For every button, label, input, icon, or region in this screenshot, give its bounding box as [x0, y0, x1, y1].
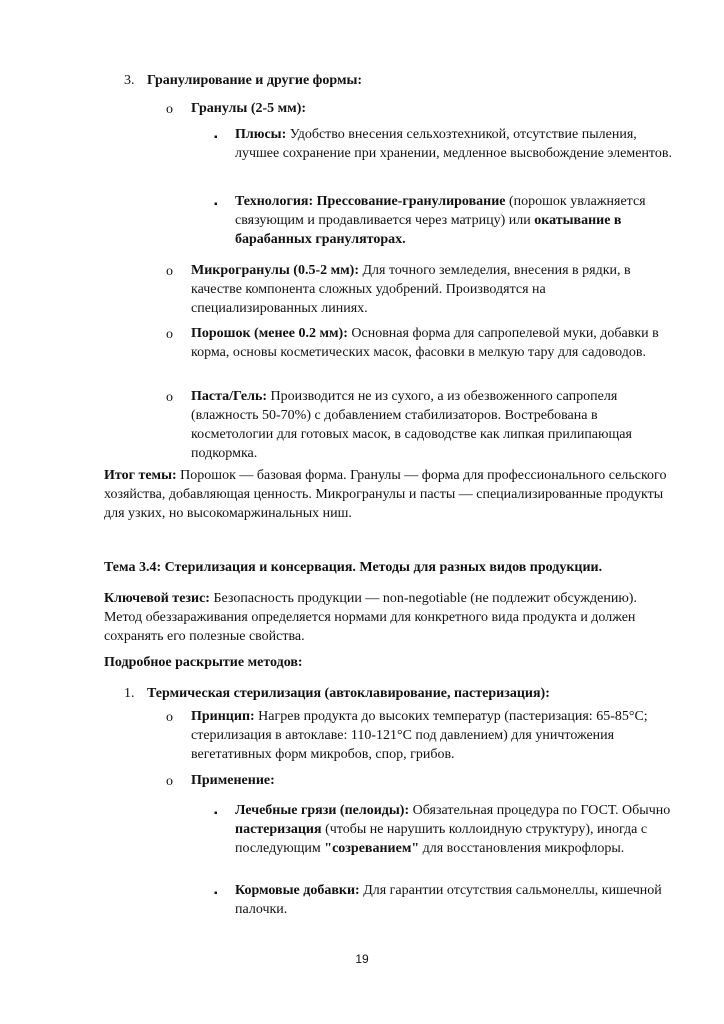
mud-label: Лечебные грязи (пелоиды):: [235, 803, 410, 818]
method-heading: [147, 684, 667, 703]
list-number: 1.: [124, 686, 135, 701]
powder-label: Порошок (менее 0.2 мм):: [191, 326, 348, 341]
page-number: 19: [355, 952, 369, 966]
paste-label: Паста/Гель:: [191, 389, 268, 404]
feed-label: Кормовые добавки:: [235, 883, 360, 898]
circle-bullet-icon: o: [166, 774, 173, 789]
topic-title: Тема 3.4: Стерилизация и консервация. Методы для разных видов продукции.: [104, 560, 603, 575]
square-bullet-icon: ▪: [214, 132, 218, 143]
section-heading: [147, 71, 647, 90]
summary-text: Порошок — базовая форма. Гранулы — форма для профессионального сельского хозяйства, добавляющая ценность. Микрогранулы и пасты — специализированные продукты для узких, но высокомаржинальных ниш.: [104, 468, 667, 521]
microgranules-text: Для точного земледелия, внесения в рядки, в качестве компонента сложных удобрений. Производятся на специализированных линиях.: [191, 263, 631, 316]
mud-bold-term: пастеризация: [235, 822, 322, 837]
circle-bullet-icon: o: [166, 390, 173, 405]
summary-label: Итог темы:: [104, 468, 177, 483]
powder-text: Основная форма для сапропелевой муки, добавки в корма, основы косметических масок, фасовки в мелкую тару для садоводов.: [191, 326, 659, 360]
mud-text: (чтобы не нарушить коллоидную структуру), иногда с последующим: [235, 822, 648, 856]
list-item-paste: [191, 387, 671, 463]
tech-method2: окатывание в барабанных грануляторах.: [235, 213, 622, 247]
mud-bold-term: "созреванием": [324, 841, 420, 856]
list-item-mud: [235, 801, 675, 858]
list-item-principle: [191, 707, 673, 764]
topic-summary: [104, 466, 669, 523]
principle-text: Нагрев продукта до высоких температур (пастеризация: 65-85°C; стерилизация в автоклаве: 110-121°C под давлением) для уничтожения вегетативных форм микробов, спор, грибов.: [191, 709, 648, 762]
methods-heading: Подробное раскрытие методов:: [104, 655, 303, 670]
list-item-granules: [191, 99, 671, 118]
list-item-application: [191, 771, 671, 790]
list-item-pros: [235, 125, 675, 163]
mud-text: для восстановления микрофлоры.: [422, 841, 625, 856]
list-item-microgranules: [191, 261, 671, 318]
square-bullet-icon: ▪: [214, 808, 218, 819]
circle-bullet-icon: o: [166, 264, 173, 279]
list-item-technology: [235, 192, 675, 249]
tech-method: Прессование-гранулирование: [316, 194, 506, 209]
circle-bullet-icon: o: [166, 102, 173, 117]
tech-text: (порошок увлажняется связующим и продавливается через матрицу) или: [235, 194, 646, 228]
principle-label: Принцип:: [191, 709, 255, 724]
pros-label: Плюсы:: [235, 127, 287, 142]
circle-bullet-icon: o: [166, 710, 173, 725]
mud-text: Обязательная процедура по ГОСТ. Обычно: [412, 803, 671, 818]
list-number: 3.: [124, 73, 135, 88]
granules-label: Гранулы (2-5 мм):: [191, 101, 307, 116]
pros-text: Удобство внесения сельхозтехникой, отсутствие пыления, лучшее сохранение при хранении, медленное высвобождение элементов.: [235, 127, 672, 161]
square-bullet-icon: ▪: [214, 199, 218, 210]
microgranules-label: Микрогранулы (0.5-2 мм):: [191, 263, 359, 278]
section-title: Гранулирование и другие формы:: [147, 73, 363, 88]
key-thesis: [104, 589, 676, 646]
feed-text: Для гарантии отсутствия сальмонеллы, кишечной палочки.: [235, 883, 662, 917]
square-bullet-icon: ▪: [214, 888, 218, 899]
application-label: Применение:: [191, 773, 275, 788]
thesis-label: Ключевой тезис:: [104, 591, 210, 606]
list-item-feed: [235, 881, 675, 919]
paste-text: Производится не из сухого, а из обезвоженного сапропеля (влажность 50-70%) с добавлением стабилизаторов. Востребована в косметологии для готовых масок, в садоводстве как липкая прилипающая подкормка.: [191, 389, 632, 461]
circle-bullet-icon: o: [166, 327, 173, 342]
method-title: Термическая стерилизация (автоклавирование, пастеризация):: [147, 686, 550, 701]
thesis-text: Безопасность продукции — non-negotiable (не подлежит обсуждению). Метод обеззараживания определяется нормами для конкретного вида продукта и должен сохранять его полезные свойства.: [104, 591, 637, 644]
list-item-powder: [191, 324, 671, 362]
tech-label: Технология:: [235, 194, 314, 209]
